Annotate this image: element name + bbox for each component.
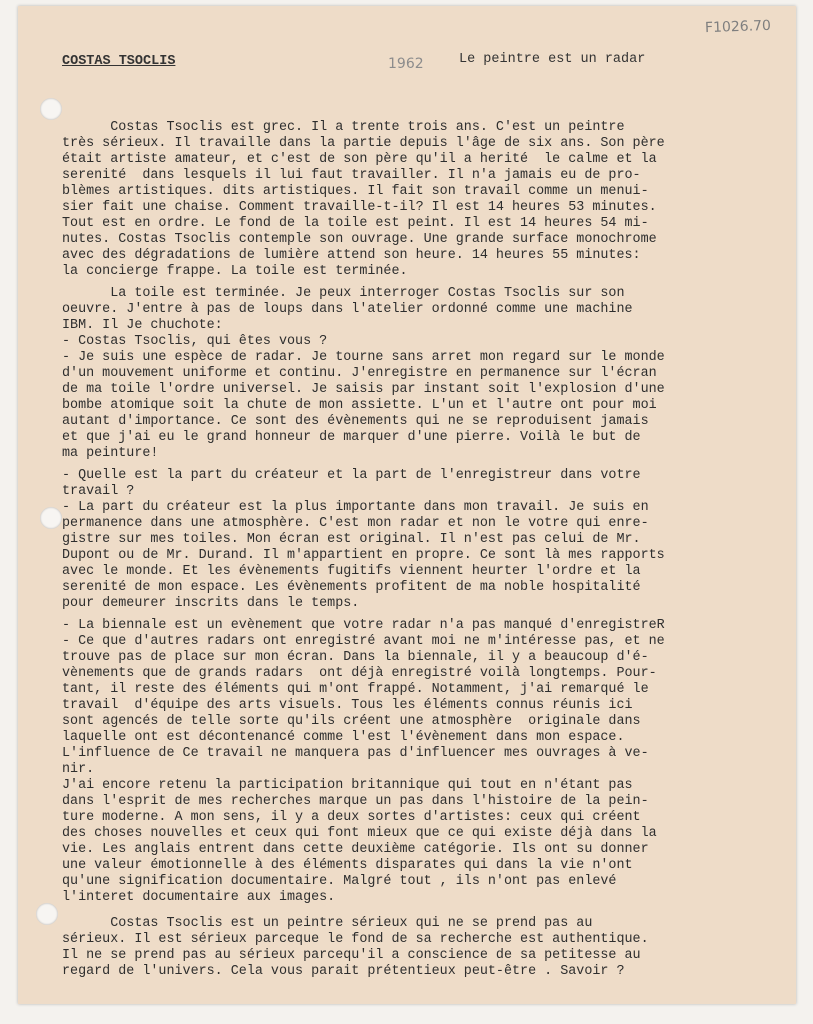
text-line: avec le monde. Et les évènements fugitifs viennent heurter l'ordre et la [62,564,641,579]
text-line: Il ne se prend pas au sérieux parcequ'il a conscience de sa petitesse au [62,948,641,963]
text-line: IBM. Il Je chuchote: [62,318,223,333]
text-line: La toile est terminée. Je peux interroger Costas Tsoclis sur son [62,286,625,301]
text-line: serenité dans lesquels il lui faut travailler. Il n'a jamais eu de pro- [62,168,641,183]
text-line: travail ? [62,484,135,499]
punch-hole-top [40,98,62,120]
text-line: oeuvre. J'entre à pas de loups dans l'atelier ordonné comme une machine [62,302,633,317]
text-line: nir. [62,762,95,777]
text-line: ma peinture! [62,446,159,461]
punch-hole-bottom [36,903,58,925]
text-line: d'un mouvement uniforme et continu. J'enregistre en permanence sur l'écran [62,366,657,381]
text-line: - Je suis une espèce de radar. Je tourne sans arret mon regard sur le monde [62,350,665,365]
text-line: - Quelle est la part du créateur et la part de l'enregistreur dans votre [62,468,641,483]
document-title: Le peintre est un radar [459,52,646,67]
text-line: avec des dégradations de lumière attend son heure. 14 heures 55 minutes: [62,248,641,263]
text-line: vie. Les anglais entrent dans cette deuxième catégorie. Ils ont su donner [62,842,649,857]
text-line: - Ce que d'autres radars ont enregistré avant moi ne m'intéresse pas, et ne [62,634,665,649]
text-line: était artiste amateur, et c'est de son père qu'il a herité le calme et la [62,152,657,167]
text-line: autant d'importance. Ce sont des évènements qui ne se reproduisent jamais [62,414,649,429]
text-line: vènements que de grands radars ont déjà enregistré voilà longtemps. Pour- [62,666,657,681]
text-line: gistre sur mes toiles. Mon écran est original. Il n'est pas celui de Mr. [62,532,641,547]
text-line: dans l'esprit de mes recherches marque un pas dans l'histoire de la pein- [62,794,649,809]
text-line: regard de l'univers. Cela vous parait prétentieux peut-être . Savoir ? [62,964,625,979]
text-line: - La part du créateur est la plus importante dans mon travail. Je suis en [62,500,649,515]
text-line: sier fait une chaise. Comment travaille-t-il? Il est 14 heures 53 minutes. [62,200,657,215]
text-line: Tout est en ordre. Le fond de la toile est peint. Il est 14 heures 54 mi- [62,216,649,231]
punch-hole-middle [40,507,62,529]
handwritten-reference: F1026.70 [704,17,772,37]
text-line: des choses nouvelles et ceux qui font mieux que ce qui existe déjà dans la [62,826,657,841]
text-line: sont agencés de telle sorte qu'ils créent une atmosphère originale dans [62,714,641,729]
text-line: qu'une signification documentaire. Malgré tout , ils n'ont pas enlevé [62,874,617,889]
text-line: serenité de mon espace. Les évènements profitent de ma noble hospitalité [62,580,641,595]
text-line: de ma toile l'ordre universel. Je saisis par instant soit l'explosion d'une [62,382,665,397]
text-line: J'ai encore retenu la participation britannique qui tout en n'étant pas [62,778,633,793]
text-line: Dupont ou de Mr. Durand. Il m'appartient en propre. Ce sont là mes rapports [62,548,665,563]
text-line: et que j'ai eu le grand honneur de marquer d'une pierre. Voilà le but de [62,430,641,445]
text-line: permanence dans une atmosphère. C'est mon radar et non le votre qui enre- [62,516,649,531]
text-line: - Costas Tsoclis, qui êtes vous ? [62,334,328,349]
text-line: travail d'équipe des arts visuels. Tous les éléments connus réunis ici [62,698,633,713]
author-heading: COSTAS TSOCLIS [62,54,176,69]
text-line: Costas Tsoclis est grec. Il a trente trois ans. C'est un peintre [62,120,625,135]
text-line: laquelle ont est décontenancé comme l'est l'évènement dans mon espace. [62,730,625,745]
handwritten-date: 1962 [388,56,424,72]
text-line: L'influence de Ce travail ne manquera pas d'influencer mes ouvrages à ve- [62,746,649,761]
text-line: très sérieux. Il travaille dans la partie depuis l'âge de six ans. Son père [62,136,665,151]
text-line: bombe atomique soit la chute de mon assiette. L'un et l'autre ont pour moi [62,398,657,413]
text-line: tant, il reste des éléments qui m'ont frappé. Notamment, j'ai remarqué le [62,682,649,697]
text-line: Costas Tsoclis est un peintre sérieux qui ne se prend pas au [62,916,593,931]
text-line: sérieux. Il est sérieux parceque le fond de sa recherche est authentique. [62,932,649,947]
text-line: nutes. Costas Tsoclis contemple son ouvrage. Une grande surface monochrome [62,232,657,247]
text-line: trouve pas de place sur mon écran. Dans la biennale, il y a beaucoup d'é- [62,650,649,665]
text-line: blèmes artistiques. dits artistiques. Il fait son travail comme un menui- [62,184,649,199]
text-line: la concierge frappe. La toile est terminée. [62,264,408,279]
text-line: pour demeurer inscrits dans le temps. [62,596,360,611]
text-line: ture moderne. A mon sens, il y a deux sortes d'artistes: ceux qui créent [62,810,641,825]
text-line: une valeur émotionnelle à des éléments disparates qui dans la vie n'ont [62,858,633,873]
text-line: l'interet documentaire aux images. [62,890,336,905]
text-line: - La biennale est un evènement que votre radar n'a pas manqué d'enregistreR [62,618,665,633]
